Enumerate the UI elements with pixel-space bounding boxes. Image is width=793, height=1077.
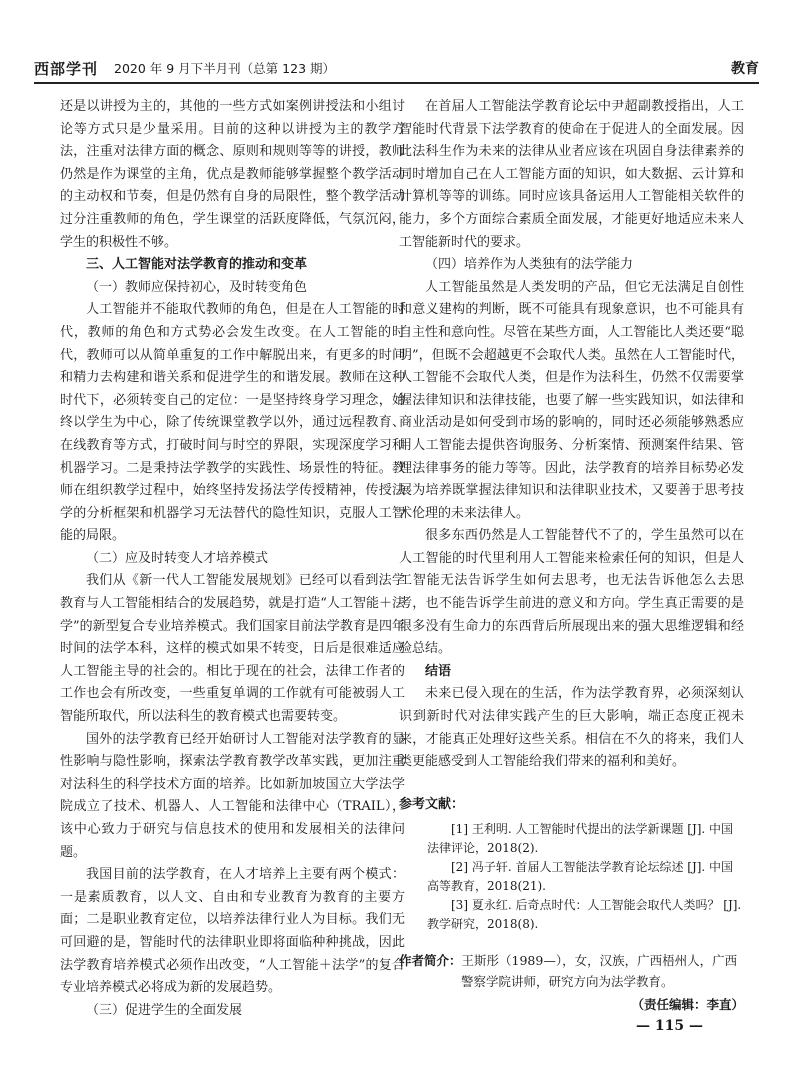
author-text: 王斯彤（1989—），女，汉族，广西梧州人，广西警察学院讲师，研究方向为法学教育。: [461, 953, 738, 990]
paragraph: 未来已侵入现在的生活，作为法学教育界，必须深刻认识到新时代对法律实践产生的巨大影响，端正态度正视未来，才能真正处理好这些关系。相信在不久的将来，我们人类更能感受到人工智能给我们带来的福利和美好。: [399, 686, 744, 770]
right-column: [399, 96, 744, 1017]
issue-info: 2020 年 9 月下半月刊（总第 123 期）: [114, 61, 335, 76]
section-name: 教育: [731, 61, 759, 77]
paragraph: 我国目前的法学教育，在人才培养上主要有两个模式：一是素质教育，以人文、自由和专业教育为教育的主要方面；二是职业教育定位，以培养法律行业人为目标。我们无可回避的是，智能时代的法律职业即将面临种种挑战，因此法学教育培养模式必须作出改变，“人工智能＋法学”的复合专业培养模式必将成为新的发展趋势。: [60, 867, 405, 996]
journal-name: 西部学刊: [34, 60, 99, 78]
section-heading: 三、人工智能对法学教育的推动和变革: [86, 257, 308, 273]
references: [399, 794, 744, 935]
section-heading: 结语: [425, 663, 452, 679]
paragraph: 人工智能并不能取代教师的角色，但是在人工智能的时代，教师的角色和方式势必会发生改变。在人工智能的时代，教师可以从简单重复的工作中解脱出来，有更多的时间和精力去构建和谐关系和促进学生的和谐发展。教师在这种时代下，必须转变自己的定位：一是坚持终身学习理念，始终以学生为中心，除了传统课堂教学以外，通过远程教育、在线教育等方式，打破时间与时空的界限，实现深度学习和机器学习。二是秉持法学教学的实践性、场景性的特征。教师在组织教学过程中，始终坚持发扬法学传授精神，传授法学的分析框架和机器学习无法替代的隐性知识，克服人工智能的局限。: [60, 302, 405, 544]
paragraph: 国外的法学教育已经开始研讨人工智能对法学教育的显性影响与隐性影响，探索法学教育教学改革实践，更加注重对法科生的科学技术方面的培养。比如新加坡国立大学法学院成立了技术、机器人、人工智能和法律中心（TRAIL），该中心致力于研究与信息技术的使用和发展相关的法律问题。: [60, 731, 405, 860]
header-rule: [34, 82, 759, 84]
paragraph: 很多东西仍然是人工智能替代不了的，学生虽然可以在人工智能的时代里利用人工智能来检索任何的知识，但是人工智能无法告诉学生如何去思考，也无法告诉他怎么去思考，也不能告诉学生前进的意义和方向。学生真正需要的是很多没有生命力的东西背后所展现出来的强大思维逻辑和经验总结。: [399, 528, 744, 657]
paragraph: 我们从《新一代人工智能发展规划》已经可以看到法学教育与人工智能相结合的发展趋势，就是打造“人工智能＋法学”的新型复合专业培养模式。我们国家目前法学教育是四年时间的法学本科，这样的模式如果不转变，日后是很难适应人工智能主导的社会的。相比于现在的社会，法律工作者的工作也会有所改变，一些重复单调的工作就有可能被弱人工智能所取代，所以法科生的教育模式也需要转变。: [60, 573, 405, 725]
editor-note: （责任编辑：李直）: [631, 997, 744, 1013]
reference-item: [2] 冯子轩. 首届人工智能法学教育论坛综述 [J]. 中国高等教育，2018(21).: [427, 860, 734, 894]
left-column: [60, 96, 405, 1022]
page-number: — 115 —: [636, 1018, 703, 1034]
paragraph: 人工智能虽然是人类发明的产品，但它无法满足自创性和意义建构的判断，既不可能具有现象意识，也不可能具有自主性和意向性。尽管在某些方面，人工智能比人类还要“聪明”，但既不会超越更不会取代人类。虽然在人工智能时代，人工智能不会取代人类，但是作为法科生，仍然不仅需要掌握法律知识和法律技能，也要了解一些实践知识，如法律和商业活动是如何受到市场的影响的，同时还必须能够熟悉应用人工智能去提供咨询服务、分析案情、预测案件结果、管理法律事务的能力等等。因此，法学教育的培养目标势必发展为培养既掌握法律知识和法律职业技术，又要善于思考技术伦理的未来法律人。: [399, 279, 744, 521]
paragraph: 还是以讲授为主的，其他的一些方式如案例讲授法和小组讨论等方式只是少量采用。目前的这种以讲授为主的教学方法，注重对法律方面的概念、原则和规则等等的讲授，教师仍然是作为课堂的主角，优点是教师能够掌握整个教学活动的主动权和节奏，但是仍然有自身的局限性，整个教学活动过分注重教师的角色，学生课堂的活跃度降低，气氛沉闷，学生的积极性不够。: [60, 99, 405, 250]
reference-item: [3] 夏永红. 后奇点时代：人工智能会取代人类吗？ [J]. 教学研究，2018(8).: [427, 898, 742, 932]
subsection-heading: （四）培养作为人类独有的法学能力: [425, 257, 634, 273]
author-label: 作者简介：: [399, 953, 462, 969]
subsection-heading: （三）促进学生的全面发展: [86, 1002, 243, 1018]
author-bio: [399, 950, 744, 992]
paragraph: 在首届人工智能法学教育论坛中尹超副教授指出，人工智能时代背景下法学教育的使命在于促进人的全面发展。因此法科生作为未来的法律从业者应该在巩固自身法律素养的同时增加自己在人工智能方面的知识，如大数据、云计算和计算机等等的训练。同时应该具备运用人工智能相关软件的能力，多个方面综合素质全面发展，才能更好地适应未来人工智能新时代的要求。: [399, 99, 744, 250]
references-title: 参考文献：: [399, 796, 465, 812]
reference-item: [1] 王利明. 人工智能时代提出的法学新课题 [J]. 中国法律评论，2018(2).: [427, 822, 734, 856]
running-header: [34, 58, 759, 80]
subsection-heading: （一）教师应保持初心，及时转变角色: [86, 279, 308, 295]
subsection-heading: （二）应及时转变人才培养模式: [86, 550, 269, 566]
